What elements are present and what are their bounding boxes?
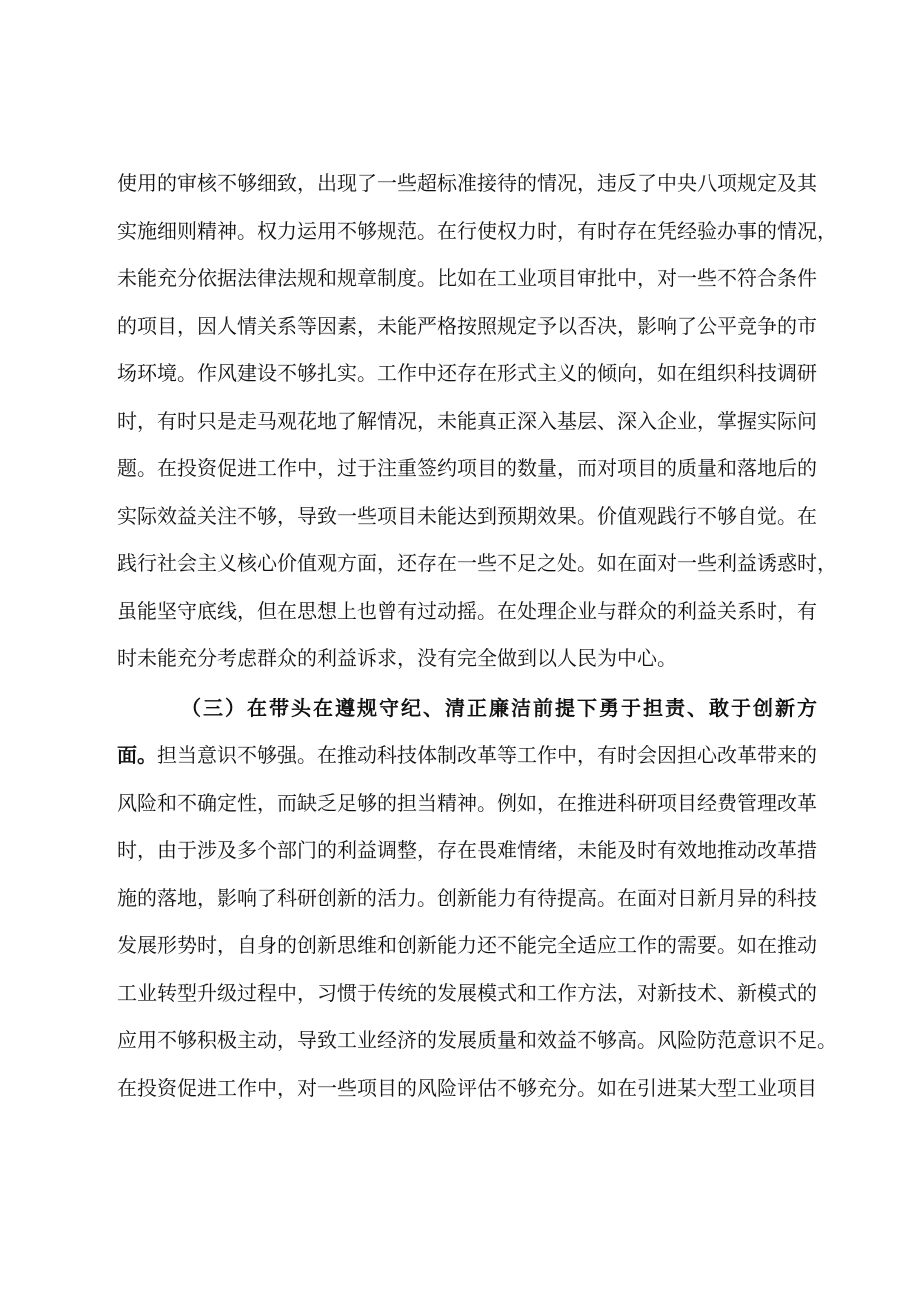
section-heading: （三）在带头在遵规守纪、清正廉洁前提下勇于担责、敢于创新方 bbox=[181, 696, 817, 720]
body-text-line: 时，有时只是走马观花地了解情况，未能真正深入基层、深入企业，掌握实际问 bbox=[117, 409, 817, 433]
body-text-line: 时，由于涉及多个部门的利益调整，存在畏难情绪，未能及时有效地推动改革措 bbox=[117, 838, 817, 862]
body-text-line: 发展形势时，自身的创新思维和创新能力还不能完全适应工作的需要。如在推动 bbox=[117, 933, 817, 957]
body-text-line: 虽能坚守底线，但在思想上也曾有过动摇。在处理企业与群众的利益关系时，有 bbox=[117, 599, 817, 623]
body-text-line: 场环境。作风建设不够扎实。工作中还存在形式主义的倾向，如在组织科技调研 bbox=[117, 361, 817, 385]
body-text-line: 使用的审核不够细致，出现了一些超标准接待的情况，违反了中央八项规定及其 bbox=[117, 171, 817, 195]
body-text-line: 实施细则精神。权力运用不够规范。在行使权力时，有时存在凭经验办事的情况， bbox=[117, 219, 837, 243]
body-text-line: 施的落地，影响了科研创新的活力。创新能力有待提高。在面对日新月异的科技 bbox=[117, 886, 817, 910]
body-text-line: 工业转型升级过程中，习惯于传统的发展模式和工作方法，对新技术、新模式的 bbox=[117, 981, 817, 1005]
body-text-line: 应用不够积极主动，导致工业经济的发展质量和效益不够高。风险防范意识不足。 bbox=[117, 1028, 837, 1052]
body-text-line: 时未能充分考虑群众的利益诉求，没有完全做到以人民为中心。 bbox=[117, 646, 677, 670]
body-text-line: 实际效益关注不够，导致一些项目未能达到预期效果。价值观践行不够自觉。在 bbox=[117, 504, 817, 528]
body-text-line: 题。在投资促进工作中，过于注重签约项目的数量，而对项目的质量和落地后的 bbox=[117, 456, 817, 480]
body-text-line: 践行社会主义核心价值观方面，还存在一些不足之处。如在面对一些利益诱惑时， bbox=[117, 551, 837, 575]
body-text-line: 在投资促进工作中，对一些项目的风险评估不够充分。如在引进某大型工业项目 bbox=[117, 1076, 817, 1100]
section-heading-continuation bbox=[117, 735, 817, 775]
section-heading-end: 面。 bbox=[117, 743, 157, 767]
body-text-line: 的项目，因人情关系等因素，未能严格按照规定予以否决，影响了公平竞争的市 bbox=[117, 314, 817, 338]
section-body-start: 担当意识不够强。在推动科技体制改革等工作中，有时会因担心改革带来的 bbox=[157, 743, 817, 767]
body-text-line: 风险和不确定性，而缺乏足够的担当精神。例如，在推进科研项目经费管理改革 bbox=[117, 791, 817, 815]
body-text-line: 未能充分依据法律法规和规章制度。比如在工业项目审批中，对一些不符合条件 bbox=[117, 266, 817, 290]
